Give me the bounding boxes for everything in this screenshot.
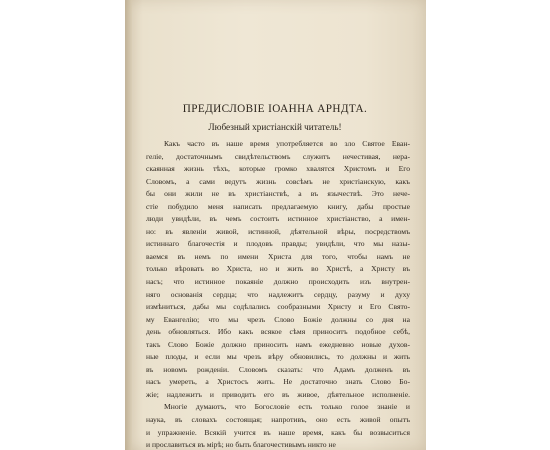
text-line: насъ умереть, а Христосъ жить. Не достаточно знать Слово Бо- xyxy=(146,377,410,387)
text-line: и упражненіе. Всякій учится въ наше время, какъ бы возвыситься xyxy=(146,427,410,437)
page-binding-shadow xyxy=(125,0,132,450)
greeting: Любезный христіанскій читатель! xyxy=(208,122,342,132)
text-line: бы они жили не въ христіанствѣ, а въ язычествѣ. Это нече- xyxy=(146,189,410,199)
text-line: скаянная жизнь тѣхъ, которые громко хвалятся Христомъ и Его xyxy=(146,164,410,174)
text-line: но: въ явленіи живой, истинной, дѣятельной вѣры, посредствомъ xyxy=(146,226,410,236)
body-text xyxy=(146,138,410,450)
text-line: му Евангелію; что мы чрезъ Слово Божіе должны со дня на xyxy=(146,314,410,324)
text-line: Многіе думаютъ, что Богословіе есть только голое знаніе и xyxy=(164,402,410,412)
text-line: Какъ часто въ наше время употребляется во зло Святое Еван- xyxy=(164,139,410,148)
page-title: ПРЕДИСЛОВІЕ ІОАННА АРНДТА. xyxy=(182,103,368,115)
text-line: наука, въ словахъ состоящая; напротивъ, оно есть живой опытъ xyxy=(146,415,410,425)
text-line: жіе; надлежитъ и приводить его въ живое, дѣятельное исполненіе. xyxy=(146,389,410,399)
text-line: такъ Слово Божіе должно приносить намъ ежедневно новые духов- xyxy=(146,339,410,349)
text-line: истиннаго благочестія и плодовъ правды; увидѣли, что мы назы- xyxy=(146,239,410,249)
text-line: геліе, достаточнымъ свидѣтельствомъ служитъ нечестивая, нера- xyxy=(146,151,410,161)
text-line: няго основанія сердца; что надлежитъ сердцу, разуму и духу xyxy=(146,289,410,299)
text-line: насъ; что истинное покаяніе должно происходить изъ внутрен- xyxy=(146,277,410,287)
text-line: люди увидѣли, въ чемъ состоитъ истинное христіанство, а имен- xyxy=(146,214,410,224)
text-line: въ новомъ рожденіи. Словомъ сказать: что Адамъ долженъ въ xyxy=(146,364,410,374)
book-page xyxy=(125,0,426,450)
text-line: только вѣровать во Христа, но и жить во Христѣ, а Христу въ xyxy=(146,264,410,274)
text-line: стіе побудило меня написать предлагаемую книгу, дабы простые xyxy=(146,201,410,211)
text-line: ваемся въ немъ по имени Христа для того, чтобы намъ не xyxy=(146,251,410,261)
text-line: день обновляться. Ибо какъ всякое сѣмя приноситъ подобное себѣ, xyxy=(146,327,410,337)
text-line: измѣниться, дабы мы содѣлались сообразными Христу и Его Свято- xyxy=(146,302,410,312)
text-line: Словомъ, а сами ведутъ жизнь совсѣмъ не христіанскую, какъ xyxy=(146,176,410,186)
text-line: и прославиться въ мірѣ; но быть благочестивымъ никто не xyxy=(146,440,336,450)
text-line: ные плоды, и если мы чрезъ вѣру обновились, то должны и жить xyxy=(146,352,410,362)
